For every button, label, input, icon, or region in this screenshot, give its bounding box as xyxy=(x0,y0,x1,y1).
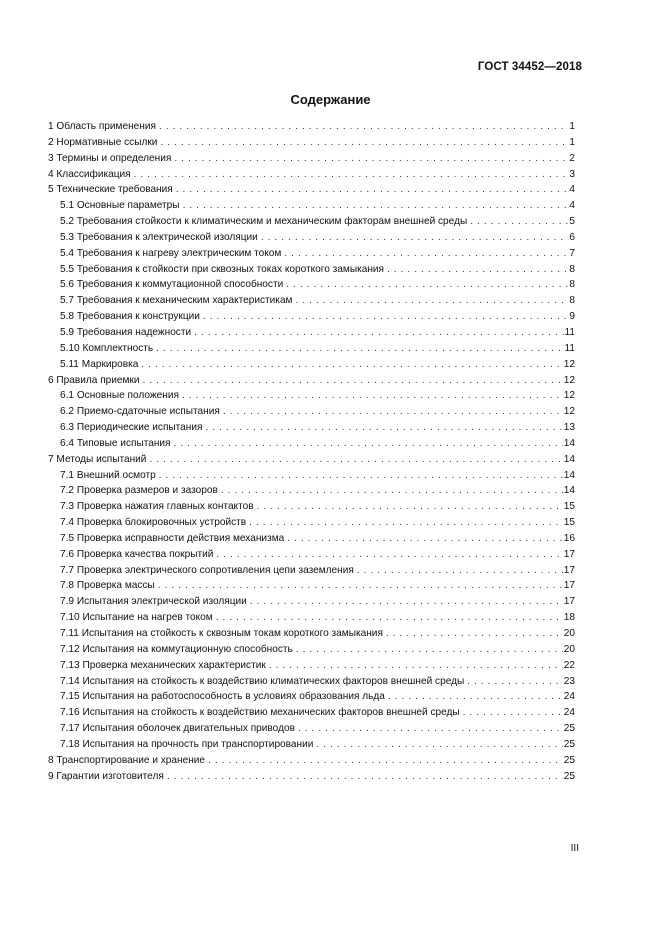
page-number: III xyxy=(570,843,579,854)
toc-entry-page: 11 xyxy=(564,342,575,354)
toc-entry-label: 5.9 Требования надежности xyxy=(60,326,192,338)
dot-leader xyxy=(257,499,563,515)
toc-entry xyxy=(48,341,575,357)
dot-leader xyxy=(194,325,563,341)
toc-entry xyxy=(48,658,575,674)
dot-leader xyxy=(183,198,569,214)
dot-leader xyxy=(386,626,563,642)
toc-entry-label: 5 Технические требования xyxy=(48,184,173,196)
dot-leader xyxy=(156,341,563,357)
toc-entry xyxy=(48,262,575,278)
dot-leader xyxy=(296,293,569,309)
toc-entry xyxy=(48,373,575,389)
toc-entry-label: 6.4 Типовые испытания xyxy=(60,437,171,449)
toc-entry-page: 22 xyxy=(563,659,575,671)
toc-entry-label: 7.16 Испытания на стойкость к воздействию механических факторов внешней среды xyxy=(60,707,460,719)
toc-entry xyxy=(48,325,575,341)
dot-leader xyxy=(167,769,563,785)
toc-entry-label: 5.8 Требования к конструкции xyxy=(60,311,200,323)
dot-leader xyxy=(284,246,568,262)
toc-entry xyxy=(48,674,575,690)
toc-entry-label: 7.3 Проверка нажатия главных контактов xyxy=(60,501,254,513)
dot-leader xyxy=(286,277,568,293)
toc-entry-label: 7.18 Испытания на прочность при транспортировании xyxy=(60,738,314,750)
dot-leader xyxy=(143,373,563,389)
toc-entry-page: 25 xyxy=(563,723,575,735)
toc-entry xyxy=(48,499,575,515)
dot-leader xyxy=(134,167,569,183)
toc-entry xyxy=(48,167,575,183)
dot-leader xyxy=(160,135,568,151)
toc-entry xyxy=(48,293,575,309)
dot-leader xyxy=(250,594,563,610)
dot-leader xyxy=(141,357,562,373)
toc-entry-page: 14 xyxy=(563,485,575,497)
toc-entry-page: 24 xyxy=(563,691,575,703)
dot-leader xyxy=(159,468,563,484)
toc-entry xyxy=(48,452,575,468)
toc-entry xyxy=(48,388,575,404)
toc-entry-label: 6 Правила приемки xyxy=(48,374,140,386)
toc-entry-page: 12 xyxy=(563,358,575,370)
toc-entry-label: 5.6 Требования к коммутационной способности xyxy=(60,279,284,291)
toc-entry-label: 7.7 Проверка электрического сопротивления цепи заземления xyxy=(60,564,354,576)
dot-leader xyxy=(221,483,563,499)
dot-leader xyxy=(174,436,563,452)
toc-entry-page: 12 xyxy=(563,390,575,402)
toc-entry-page: 24 xyxy=(563,707,575,719)
toc-entry-page: 17 xyxy=(563,580,575,592)
toc-entry xyxy=(48,198,575,214)
toc-entry xyxy=(48,705,575,721)
toc-entry-page: 11 xyxy=(564,326,575,338)
toc-entry xyxy=(48,151,575,167)
toc-entry xyxy=(48,436,575,452)
dot-leader xyxy=(223,404,563,420)
toc-entry-label: 5.2 Требования стойкости к климатическим и механическим факторам внешней среды xyxy=(60,216,468,228)
toc-entry-page: 25 xyxy=(563,738,575,750)
toc-entry xyxy=(48,357,575,373)
dot-leader xyxy=(158,578,563,594)
toc-entry-page: 20 xyxy=(563,628,575,639)
toc-entry xyxy=(48,135,575,151)
toc-entry-label: 1 Область применения xyxy=(48,121,156,132)
dot-leader xyxy=(261,230,569,246)
toc-entry xyxy=(48,246,575,262)
toc-entry-page: 23 xyxy=(563,675,575,687)
toc-entry-label: 3 Термины и определения xyxy=(48,152,172,164)
dot-leader xyxy=(316,737,562,753)
toc-entry xyxy=(48,610,575,626)
toc-entry-page: 18 xyxy=(563,612,575,624)
toc-entry-page: 17 xyxy=(563,548,575,560)
toc-entry-label: 7.14 Испытания на стойкость к воздействию климатических факторов внешней среды xyxy=(60,675,465,687)
toc-entry-page: 20 xyxy=(563,643,575,655)
toc-entry-label: 5.1 Основные параметры xyxy=(60,200,180,212)
dot-leader xyxy=(388,689,563,705)
toc-entry xyxy=(48,483,575,499)
toc-entry-label: 5.7 Требования к механическим характеристикам xyxy=(60,295,293,307)
toc-entry-page: 12 xyxy=(563,406,575,418)
toc-entry-page: 9 xyxy=(569,311,575,323)
toc-entry-label: 7.4 Проверка блокировочных устройств xyxy=(60,517,247,529)
toc-entry-page: 6 xyxy=(569,231,575,243)
toc-entry-page: 7 xyxy=(569,247,575,259)
toc-entry xyxy=(48,642,575,658)
toc-entry-page: 17 xyxy=(563,596,575,608)
dot-leader xyxy=(467,674,563,690)
toc-entry-label: 6.3 Периодические испытания xyxy=(60,422,203,434)
toc-entry xyxy=(48,578,575,594)
toc-entry-page: 15 xyxy=(563,517,575,529)
toc-entry-page: 14 xyxy=(563,453,575,465)
toc-entry-page: 1 xyxy=(569,136,575,148)
toc-entry xyxy=(48,547,575,563)
toc-entry-label: 7.11 Испытания на стойкость к сквозным токам короткого замыкания xyxy=(60,628,383,639)
toc-entry-label: 7.2 Проверка размеров и зазоров xyxy=(60,485,218,497)
toc-entry xyxy=(48,563,575,579)
dot-leader xyxy=(298,721,563,737)
toc-entry-page: 16 xyxy=(563,532,575,544)
toc-entry-page: 12 xyxy=(563,374,575,386)
toc-entry-page: 8 xyxy=(569,279,575,291)
toc-entry-label: 5.5 Требования к стойкости при сквозных токах короткого замыкания xyxy=(60,263,384,275)
toc-entry-page: 17 xyxy=(563,564,575,576)
toc-entry-label: 7.9 Испытания электрической изоляции xyxy=(60,596,247,608)
toc-entry xyxy=(48,468,575,484)
dot-leader xyxy=(182,388,563,404)
dot-leader xyxy=(287,531,563,547)
toc-entry-label: 7.8 Проверка массы xyxy=(60,580,155,592)
toc-entry xyxy=(48,737,575,753)
toc-entry-label: 7.5 Проверка исправности действия механизма xyxy=(60,532,285,544)
dot-leader xyxy=(387,262,568,278)
dot-leader xyxy=(249,515,563,531)
toc-entry xyxy=(48,689,575,705)
table-of-contents xyxy=(48,119,575,784)
toc-entry xyxy=(48,214,575,230)
toc-entry-label: 7 Методы испытаний xyxy=(48,453,147,465)
toc-entry-label: 7.12 Испытания на коммутационную способность xyxy=(60,643,293,655)
toc-entry-label: 7.1 Внешний осмотр xyxy=(60,469,156,481)
dot-leader xyxy=(296,642,563,658)
toc-entry-label: 5.4 Требования к нагреву электрическим током xyxy=(60,247,282,259)
toc-entry xyxy=(48,230,575,246)
toc-entry-label: 2 Нормативные ссылки xyxy=(48,136,158,148)
toc-entry-label: 7.15 Испытания на работоспособность в условиях образования льда xyxy=(60,691,385,703)
toc-entry-label: 6.1 Основные положения xyxy=(60,390,179,402)
toc-entry-page: 5 xyxy=(569,216,575,228)
dot-leader xyxy=(463,705,563,721)
toc-entry-page: 2 xyxy=(569,152,575,164)
toc-entry xyxy=(48,277,575,293)
toc-entry xyxy=(48,753,575,769)
toc-entry xyxy=(48,515,575,531)
dot-leader xyxy=(205,420,562,436)
toc-entry xyxy=(48,119,575,135)
toc-entry-label: 7.10 Испытание на нагрев током xyxy=(60,612,213,624)
toc-entry xyxy=(48,769,575,785)
dot-leader xyxy=(149,452,562,468)
dot-leader xyxy=(216,547,562,563)
toc-entry-page: 25 xyxy=(563,770,575,782)
toc-entry-label: 5.3 Требования к электрической изоляции xyxy=(60,231,258,243)
toc-entry-label: 7.6 Проверка качества покрытий xyxy=(60,548,214,560)
toc-entry-page: 4 xyxy=(569,184,575,196)
toc-entry xyxy=(48,420,575,436)
dot-leader xyxy=(216,610,563,626)
dot-leader xyxy=(203,309,568,325)
toc-entry xyxy=(48,404,575,420)
document-code: ГОСТ 34452—2018 xyxy=(477,61,582,73)
dot-leader xyxy=(269,658,563,674)
toc-entry-page: 8 xyxy=(569,295,575,307)
toc-entry xyxy=(48,626,575,642)
dot-leader xyxy=(208,753,563,769)
toc-title: Содержание xyxy=(290,92,371,107)
dot-leader xyxy=(470,214,568,230)
toc-entry-page: 13 xyxy=(563,422,575,434)
toc-entry-page: 14 xyxy=(563,437,575,449)
toc-entry-label: 8 Транспортирование и хранение xyxy=(48,754,206,766)
toc-entry xyxy=(48,531,575,547)
toc-entry-label: 7.13 Проверка механических характеристик xyxy=(60,659,266,671)
toc-entry-page: 25 xyxy=(563,754,575,766)
toc-entry xyxy=(48,721,575,737)
toc-entry-page: 8 xyxy=(569,263,575,275)
toc-entry-label: 6.2 Приемо-сдаточные испытания xyxy=(60,406,220,418)
toc-entry xyxy=(48,309,575,325)
toc-entry-page: 1 xyxy=(569,121,575,132)
dot-leader xyxy=(176,182,569,198)
toc-entry-label: 4 Классификация xyxy=(48,168,131,180)
toc-entry-page: 14 xyxy=(563,469,575,481)
toc-entry-label: 7.17 Испытания оболочек двигательных приводов xyxy=(60,723,295,735)
toc-entry-label: 5.10 Комплектность xyxy=(60,342,154,354)
toc-entry-page: 4 xyxy=(569,200,575,212)
toc-entry xyxy=(48,594,575,610)
toc-entry-page: 3 xyxy=(569,168,575,180)
dot-leader xyxy=(357,563,563,579)
dot-leader xyxy=(159,119,568,135)
toc-entry xyxy=(48,182,575,198)
toc-entry-label: 9 Гарантии изготовителя xyxy=(48,770,164,782)
toc-entry-label: 5.11 Маркировка xyxy=(60,358,139,370)
toc-entry-page: 15 xyxy=(563,501,575,513)
dot-leader xyxy=(174,151,568,167)
